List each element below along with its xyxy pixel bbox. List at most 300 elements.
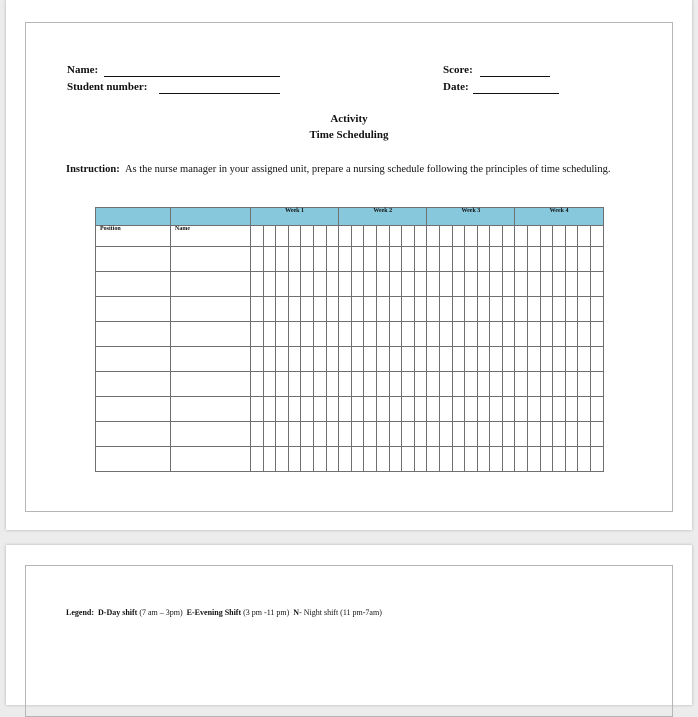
name-cell[interactable] xyxy=(171,347,251,372)
name-cell[interactable] xyxy=(171,297,251,322)
shift-cell[interactable] xyxy=(591,347,604,372)
shift-cell[interactable] xyxy=(301,422,314,447)
shift-cell[interactable] xyxy=(427,422,440,447)
shift-cell[interactable] xyxy=(490,347,503,372)
shift-cell[interactable] xyxy=(389,247,402,272)
name-cell[interactable] xyxy=(171,322,251,347)
shift-cell[interactable] xyxy=(288,422,301,447)
shift-cell[interactable] xyxy=(553,247,566,272)
day-header-cell xyxy=(251,226,264,247)
shift-cell[interactable] xyxy=(452,372,465,397)
shift-cell[interactable] xyxy=(364,422,377,447)
shift-cell[interactable] xyxy=(301,397,314,422)
shift-cell[interactable] xyxy=(465,372,478,397)
shift-cell[interactable] xyxy=(502,322,515,347)
shift-cell[interactable] xyxy=(591,397,604,422)
shift-cell[interactable] xyxy=(414,372,427,397)
shift-cell[interactable] xyxy=(339,297,352,322)
shift-cell[interactable] xyxy=(339,247,352,272)
position-cell[interactable] xyxy=(96,422,171,447)
shift-cell[interactable] xyxy=(251,247,264,272)
shift-cell[interactable] xyxy=(528,272,541,297)
name-cell[interactable] xyxy=(171,372,251,397)
shift-cell[interactable] xyxy=(465,447,478,472)
shift-cell[interactable] xyxy=(477,397,490,422)
shift-cell[interactable] xyxy=(465,347,478,372)
shift-cell[interactable] xyxy=(389,422,402,447)
header-blank-cell xyxy=(171,208,251,226)
shift-cell[interactable] xyxy=(402,422,415,447)
position-cell[interactable] xyxy=(96,372,171,397)
shift-cell[interactable] xyxy=(313,322,326,347)
shift-cell[interactable] xyxy=(591,322,604,347)
shift-cell[interactable] xyxy=(439,422,452,447)
shift-cell[interactable] xyxy=(528,347,541,372)
shift-cell[interactable] xyxy=(465,247,478,272)
shift-cell[interactable] xyxy=(515,397,528,422)
shift-cell[interactable] xyxy=(553,297,566,322)
position-cell[interactable] xyxy=(96,447,171,472)
position-cell[interactable] xyxy=(96,322,171,347)
shift-cell[interactable] xyxy=(351,422,364,447)
shift-cell[interactable] xyxy=(339,447,352,472)
shift-cell[interactable] xyxy=(565,272,578,297)
shift-cell[interactable] xyxy=(276,422,289,447)
day-header-cell xyxy=(427,226,440,247)
shift-cell[interactable] xyxy=(502,272,515,297)
shift-cell[interactable] xyxy=(288,447,301,472)
shift-cell[interactable] xyxy=(376,247,389,272)
name-field-line[interactable] xyxy=(104,76,280,77)
shift-cell[interactable] xyxy=(263,247,276,272)
position-column-header: Position xyxy=(96,226,171,247)
shift-cell[interactable] xyxy=(502,297,515,322)
shift-cell[interactable] xyxy=(376,372,389,397)
shift-cell[interactable] xyxy=(364,372,377,397)
shift-cell[interactable] xyxy=(389,397,402,422)
shift-cell[interactable] xyxy=(251,322,264,347)
shift-cell[interactable] xyxy=(402,347,415,372)
shift-cell[interactable] xyxy=(276,447,289,472)
shift-cell[interactable] xyxy=(439,247,452,272)
shift-cell[interactable] xyxy=(402,322,415,347)
shift-cell[interactable] xyxy=(565,447,578,472)
shift-cell[interactable] xyxy=(339,422,352,447)
name-cell[interactable] xyxy=(171,422,251,447)
shift-cell[interactable] xyxy=(490,397,503,422)
shift-cell[interactable] xyxy=(591,272,604,297)
shift-cell[interactable] xyxy=(326,372,339,397)
shift-cell[interactable] xyxy=(490,297,503,322)
shift-cell[interactable] xyxy=(465,422,478,447)
shift-cell[interactable] xyxy=(251,347,264,372)
shift-cell[interactable] xyxy=(251,372,264,397)
shift-cell[interactable] xyxy=(251,397,264,422)
shift-cell[interactable] xyxy=(578,397,591,422)
shift-cell[interactable] xyxy=(376,347,389,372)
shift-cell[interactable] xyxy=(376,422,389,447)
week-header-3: Week 3 xyxy=(427,208,515,226)
shift-cell[interactable] xyxy=(339,397,352,422)
shift-cell[interactable] xyxy=(326,247,339,272)
shift-cell[interactable] xyxy=(490,322,503,347)
table-row xyxy=(96,322,604,347)
shift-cell[interactable] xyxy=(452,397,465,422)
shift-cell[interactable] xyxy=(439,372,452,397)
shift-cell[interactable] xyxy=(578,297,591,322)
shift-cell[interactable] xyxy=(402,297,415,322)
shift-cell[interactable] xyxy=(288,347,301,372)
shift-cell[interactable] xyxy=(351,247,364,272)
shift-cell[interactable] xyxy=(452,272,465,297)
shift-cell[interactable] xyxy=(528,247,541,272)
shift-cell[interactable] xyxy=(591,422,604,447)
shift-cell[interactable] xyxy=(313,297,326,322)
shift-cell[interactable] xyxy=(288,397,301,422)
shift-cell[interactable] xyxy=(364,397,377,422)
shift-cell[interactable] xyxy=(364,322,377,347)
shift-cell[interactable] xyxy=(414,272,427,297)
shift-cell[interactable] xyxy=(439,397,452,422)
shift-cell[interactable] xyxy=(251,422,264,447)
shift-cell[interactable] xyxy=(364,447,377,472)
shift-cell[interactable] xyxy=(540,447,553,472)
shift-cell[interactable] xyxy=(313,247,326,272)
shift-cell[interactable] xyxy=(427,372,440,397)
shift-cell[interactable] xyxy=(540,297,553,322)
shift-cell[interactable] xyxy=(288,247,301,272)
shift-cell[interactable] xyxy=(276,272,289,297)
day-header-cell xyxy=(313,226,326,247)
shift-cell[interactable] xyxy=(490,372,503,397)
shift-cell[interactable] xyxy=(452,347,465,372)
shift-cell[interactable] xyxy=(351,272,364,297)
shift-cell[interactable] xyxy=(288,372,301,397)
position-cell[interactable] xyxy=(96,247,171,272)
shift-cell[interactable] xyxy=(565,247,578,272)
shift-cell[interactable] xyxy=(591,297,604,322)
shift-cell[interactable] xyxy=(313,447,326,472)
shift-cell[interactable] xyxy=(414,447,427,472)
shift-cell[interactable] xyxy=(553,422,566,447)
score-field-line[interactable] xyxy=(480,76,550,77)
shift-cell[interactable] xyxy=(515,372,528,397)
day-header-cell xyxy=(502,226,515,247)
shift-cell[interactable] xyxy=(276,347,289,372)
student-number-field-line[interactable] xyxy=(159,93,280,94)
shift-cell[interactable] xyxy=(364,272,377,297)
shift-cell[interactable] xyxy=(389,372,402,397)
shift-cell[interactable] xyxy=(326,447,339,472)
shift-cell[interactable] xyxy=(502,247,515,272)
shift-cell[interactable] xyxy=(553,347,566,372)
worksheet-page-2 xyxy=(6,545,692,705)
shift-cell[interactable] xyxy=(515,297,528,322)
position-cell[interactable] xyxy=(96,297,171,322)
shift-cell[interactable] xyxy=(578,372,591,397)
shift-cell[interactable] xyxy=(427,297,440,322)
shift-cell[interactable] xyxy=(276,372,289,397)
shift-cell[interactable] xyxy=(402,272,415,297)
name-cell[interactable] xyxy=(171,447,251,472)
name-cell[interactable] xyxy=(171,247,251,272)
student-number-label: Student number: xyxy=(67,81,148,93)
day-header-cell xyxy=(389,226,402,247)
shift-cell[interactable] xyxy=(439,347,452,372)
shift-cell[interactable] xyxy=(452,422,465,447)
shift-cell[interactable] xyxy=(402,447,415,472)
shift-cell[interactable] xyxy=(439,322,452,347)
shift-cell[interactable] xyxy=(427,347,440,372)
header-blank-cell xyxy=(96,208,171,226)
shift-cell[interactable] xyxy=(376,297,389,322)
shift-cell[interactable] xyxy=(553,397,566,422)
shift-cell[interactable] xyxy=(553,272,566,297)
shift-cell[interactable] xyxy=(490,447,503,472)
shift-cell[interactable] xyxy=(452,322,465,347)
shift-cell[interactable] xyxy=(465,272,478,297)
shift-cell[interactable] xyxy=(452,297,465,322)
shift-cell[interactable] xyxy=(540,397,553,422)
shift-cell[interactable] xyxy=(263,372,276,397)
shift-cell[interactable] xyxy=(301,297,314,322)
shift-cell[interactable] xyxy=(313,397,326,422)
shift-cell[interactable] xyxy=(540,247,553,272)
shift-cell[interactable] xyxy=(540,347,553,372)
shift-cell[interactable] xyxy=(465,397,478,422)
shift-cell[interactable] xyxy=(414,397,427,422)
shift-cell[interactable] xyxy=(477,247,490,272)
shift-cell[interactable] xyxy=(301,447,314,472)
shift-cell[interactable] xyxy=(540,422,553,447)
shift-cell[interactable] xyxy=(477,272,490,297)
shift-cell[interactable] xyxy=(301,347,314,372)
name-cell[interactable] xyxy=(171,272,251,297)
shift-cell[interactable] xyxy=(288,272,301,297)
shift-cell[interactable] xyxy=(251,297,264,322)
shift-cell[interactable] xyxy=(502,422,515,447)
day-header-cell xyxy=(490,226,503,247)
shift-cell[interactable] xyxy=(402,372,415,397)
shift-cell[interactable] xyxy=(263,422,276,447)
shift-cell[interactable] xyxy=(326,422,339,447)
shift-cell[interactable] xyxy=(515,322,528,347)
shift-cell[interactable] xyxy=(578,322,591,347)
shift-cell[interactable] xyxy=(339,347,352,372)
shift-cell[interactable] xyxy=(414,322,427,347)
shift-cell[interactable] xyxy=(515,272,528,297)
shift-cell[interactable] xyxy=(263,272,276,297)
shift-cell[interactable] xyxy=(502,397,515,422)
shift-cell[interactable] xyxy=(490,422,503,447)
shift-cell[interactable] xyxy=(477,322,490,347)
shift-cell[interactable] xyxy=(389,272,402,297)
position-cell[interactable] xyxy=(96,272,171,297)
shift-cell[interactable] xyxy=(351,372,364,397)
shift-cell[interactable] xyxy=(288,297,301,322)
shift-cell[interactable] xyxy=(540,272,553,297)
shift-cell[interactable] xyxy=(565,322,578,347)
shift-cell[interactable] xyxy=(313,272,326,297)
shift-cell[interactable] xyxy=(490,272,503,297)
shift-cell[interactable] xyxy=(301,322,314,347)
shift-cell[interactable] xyxy=(540,372,553,397)
shift-cell[interactable] xyxy=(263,347,276,372)
shift-cell[interactable] xyxy=(301,247,314,272)
shift-cell[interactable] xyxy=(528,397,541,422)
shift-cell[interactable] xyxy=(465,322,478,347)
shift-cell[interactable] xyxy=(313,422,326,447)
shift-cell[interactable] xyxy=(578,447,591,472)
shift-cell[interactable] xyxy=(414,422,427,447)
shift-cell[interactable] xyxy=(301,372,314,397)
shift-cell[interactable] xyxy=(389,297,402,322)
shift-cell[interactable] xyxy=(528,297,541,322)
shift-cell[interactable] xyxy=(301,272,314,297)
shift-cell[interactable] xyxy=(326,397,339,422)
shift-cell[interactable] xyxy=(528,447,541,472)
shift-cell[interactable] xyxy=(276,322,289,347)
shift-cell[interactable] xyxy=(326,347,339,372)
date-field-line[interactable] xyxy=(473,93,559,94)
shift-cell[interactable] xyxy=(427,397,440,422)
shift-cell[interactable] xyxy=(477,422,490,447)
shift-cell[interactable] xyxy=(565,397,578,422)
shift-cell[interactable] xyxy=(427,247,440,272)
shift-cell[interactable] xyxy=(578,272,591,297)
shift-cell[interactable] xyxy=(313,347,326,372)
shift-cell[interactable] xyxy=(351,322,364,347)
shift-cell[interactable] xyxy=(389,447,402,472)
shift-cell[interactable] xyxy=(427,272,440,297)
day-header-cell xyxy=(452,226,465,247)
shift-cell[interactable] xyxy=(389,322,402,347)
shift-cell[interactable] xyxy=(376,272,389,297)
shift-cell[interactable] xyxy=(502,372,515,397)
shift-cell[interactable] xyxy=(376,397,389,422)
shift-cell[interactable] xyxy=(414,347,427,372)
shift-cell[interactable] xyxy=(263,322,276,347)
shift-cell[interactable] xyxy=(402,397,415,422)
shift-cell[interactable] xyxy=(565,347,578,372)
shift-cell[interactable] xyxy=(553,322,566,347)
shift-cell[interactable] xyxy=(276,397,289,422)
shift-cell[interactable] xyxy=(477,347,490,372)
day-header-cell xyxy=(553,226,566,247)
instruction-text: As the nurse manager in your assigned unit, prepare a nursing schedule following the principles of time scheduling. xyxy=(124,164,611,175)
shift-cell[interactable] xyxy=(515,347,528,372)
shift-cell[interactable] xyxy=(465,297,478,322)
shift-cell[interactable] xyxy=(439,297,452,322)
shift-cell[interactable] xyxy=(490,247,503,272)
day-header-cell xyxy=(301,226,314,247)
day-header-cell xyxy=(276,226,289,247)
shift-cell[interactable] xyxy=(376,447,389,472)
shift-cell[interactable] xyxy=(528,372,541,397)
shift-cell[interactable] xyxy=(351,447,364,472)
shift-cell[interactable] xyxy=(351,347,364,372)
shift-cell[interactable] xyxy=(339,272,352,297)
shift-cell[interactable] xyxy=(565,372,578,397)
table-row xyxy=(96,422,604,447)
shift-cell[interactable] xyxy=(591,247,604,272)
shift-cell[interactable] xyxy=(477,297,490,322)
shift-cell[interactable] xyxy=(251,447,264,472)
shift-cell[interactable] xyxy=(427,447,440,472)
shift-cell[interactable] xyxy=(515,447,528,472)
legend-night-name: - Night shift xyxy=(299,608,339,617)
shift-cell[interactable] xyxy=(515,422,528,447)
shift-cell[interactable] xyxy=(502,347,515,372)
day-header-cell xyxy=(263,226,276,247)
shift-cell[interactable] xyxy=(452,447,465,472)
shift-cell[interactable] xyxy=(276,247,289,272)
shift-cell[interactable] xyxy=(402,247,415,272)
shift-cell[interactable] xyxy=(578,247,591,272)
shift-cell[interactable] xyxy=(326,297,339,322)
shift-cell[interactable] xyxy=(565,422,578,447)
legend-evening-code: E xyxy=(186,608,193,617)
shift-cell[interactable] xyxy=(263,397,276,422)
shift-cell[interactable] xyxy=(364,347,377,372)
shift-cell[interactable] xyxy=(553,447,566,472)
shift-cell[interactable] xyxy=(528,422,541,447)
position-cell[interactable] xyxy=(96,397,171,422)
shift-cell[interactable] xyxy=(364,247,377,272)
shift-cell[interactable] xyxy=(326,322,339,347)
shift-cell[interactable] xyxy=(515,247,528,272)
shift-cell[interactable] xyxy=(578,422,591,447)
shift-cell[interactable] xyxy=(351,397,364,422)
shift-cell[interactable] xyxy=(339,322,352,347)
shift-cell[interactable] xyxy=(528,322,541,347)
shift-cell[interactable] xyxy=(414,247,427,272)
week-header-2: Week 2 xyxy=(339,208,427,226)
day-header-cell xyxy=(439,226,452,247)
shift-cell[interactable] xyxy=(414,297,427,322)
shift-cell[interactable] xyxy=(565,297,578,322)
shift-cell[interactable] xyxy=(540,322,553,347)
shift-cell[interactable] xyxy=(502,447,515,472)
shift-cell[interactable] xyxy=(351,297,364,322)
name-cell[interactable] xyxy=(171,397,251,422)
shift-cell[interactable] xyxy=(591,447,604,472)
shift-cell[interactable] xyxy=(263,447,276,472)
shift-cell[interactable] xyxy=(427,322,440,347)
shift-cell[interactable] xyxy=(364,297,377,322)
shift-cell[interactable] xyxy=(313,372,326,397)
shift-cell[interactable] xyxy=(439,272,452,297)
shift-cell[interactable] xyxy=(553,372,566,397)
shift-cell[interactable] xyxy=(376,322,389,347)
shift-cell[interactable] xyxy=(439,447,452,472)
shift-cell[interactable] xyxy=(339,372,352,397)
shift-cell[interactable] xyxy=(251,272,264,297)
shift-cell[interactable] xyxy=(578,347,591,372)
shift-cell[interactable] xyxy=(477,372,490,397)
day-header-cell xyxy=(414,226,427,247)
shift-cell[interactable] xyxy=(452,247,465,272)
position-cell[interactable] xyxy=(96,347,171,372)
day-header-cell xyxy=(351,226,364,247)
shift-cell[interactable] xyxy=(591,372,604,397)
shift-cell[interactable] xyxy=(288,322,301,347)
shift-cell[interactable] xyxy=(276,297,289,322)
shift-cell[interactable] xyxy=(477,447,490,472)
shift-cell[interactable] xyxy=(389,347,402,372)
shift-cell[interactable] xyxy=(263,297,276,322)
shift-cell[interactable] xyxy=(326,272,339,297)
